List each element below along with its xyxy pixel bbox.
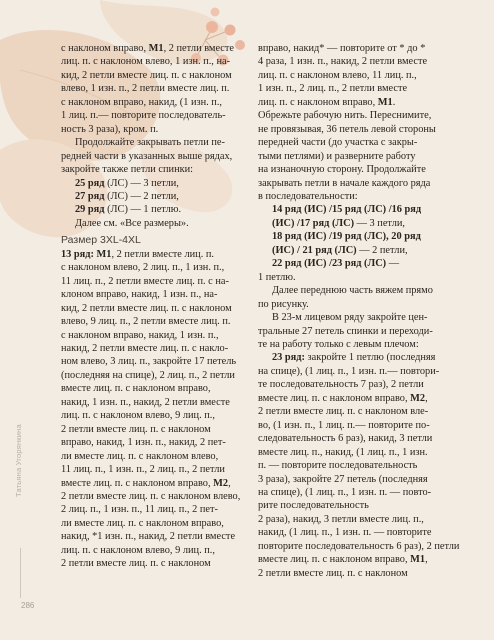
text-line: с наклоном вправо, накид, (1 изн. п., bbox=[61, 96, 223, 108]
text-line: 22 ряд (ИС) /23 ряд (ЛС) — bbox=[272, 258, 400, 270]
text-line: лиц. п. с наклоном вправо, М1. bbox=[258, 96, 396, 108]
text-line: с наклоном вправо, М1, 2 петли вместе bbox=[61, 43, 234, 54]
text-line: 2 лиц. п., 1 изн. п., 11 лиц. п., 2 пет- bbox=[61, 504, 218, 516]
text-line: влево, 9 лиц. п., 2 петли вместе лиц. п. bbox=[61, 316, 231, 328]
text-line: В 23-м лицевом ряду закройте цен- bbox=[272, 312, 428, 324]
text-line: 1 петлю. bbox=[258, 271, 296, 283]
text-line: следовательность 6 раз), накид, 3 петли bbox=[258, 433, 433, 445]
text-line: 4 раза, 1 изн. п., накид, 2 петли вместе bbox=[258, 56, 428, 68]
text-line: вместе лиц. п. с наклоном вправо, М2, bbox=[258, 392, 428, 404]
text-line: вместе лиц. п., накид, (1 лиц. п., 1 изн. bbox=[258, 446, 428, 458]
text-column-left bbox=[61, 42, 243, 571]
text-line: во, (1 изн. п., 1 лиц. п.— повторите по- bbox=[258, 419, 430, 431]
text-line: лиц. п. с наклоном влево, 9 лиц. п., bbox=[61, 410, 215, 422]
text-line: 29 ряд (ЛС) — 1 петлю. bbox=[75, 204, 182, 216]
text-line: закрывать петли в начале каждого ряда bbox=[258, 177, 431, 189]
text-line: те последовательность 7 раз), 2 петли bbox=[258, 379, 424, 391]
text-line: 2 петли вместе лиц. п. с наклоном вле- bbox=[258, 406, 429, 418]
text-line: накид, 2 петли вместе лиц. п. с накло- bbox=[61, 342, 229, 354]
text-line: лиц. п. с наклоном влево, 1 изн. п., на- bbox=[61, 56, 231, 68]
text-line: кид, 2 петли вместе лиц. п. с наклоном bbox=[61, 69, 232, 81]
text-line: 18 ряд (ИС) /19 ряд (ЛС), 20 ряд bbox=[272, 231, 421, 243]
text-line: вправо, накид, 1 изн. п., накид, 2 пет- bbox=[61, 437, 226, 449]
text-line: вместе лиц. п. с наклоном вправо, М1, bbox=[258, 554, 428, 566]
text-line: 11 лиц. п., 2 петли вместе лиц. п. с на- bbox=[61, 275, 229, 287]
text-line: с наклоном влево, 2 лиц. п., 1 изн. п., bbox=[61, 262, 225, 274]
text-line: не провязывая, 36 петель левой стороны bbox=[258, 123, 436, 135]
text-line: 2 петли вместе лиц. п. с наклоном bbox=[61, 423, 211, 435]
text-line: 14 ряд (ИС) /15 ряд (ЛС) /16 ряд bbox=[272, 204, 422, 216]
text-line: закройте также петли спинки: bbox=[61, 164, 194, 176]
text-line: 2 петли вместе лиц. п. с наклоном влево, bbox=[61, 490, 241, 502]
text-line: вместе лиц. п. с наклоном вправо, М2, bbox=[61, 477, 231, 489]
text-line: 1 изн. п., 2 лиц. п., 2 петли вместе bbox=[258, 83, 408, 95]
text-line: 13 ряд: М1, 2 петли вместе лиц. п. bbox=[61, 248, 215, 260]
text-line: в последовательности: bbox=[258, 190, 358, 202]
text-line: кид, 2 петли вместе лиц. п. с наклоном bbox=[61, 302, 232, 314]
text-line: на спице), (1 лиц. п., 1 изн. п.— повтори- bbox=[258, 365, 440, 377]
text-line: по рисунку. bbox=[258, 298, 309, 310]
text-line: накид, *1 изн. п., накид, 2 петли вместе bbox=[61, 531, 236, 543]
text-line: рите последовательность bbox=[258, 500, 369, 512]
author-label: Татьяна Угорянкина bbox=[14, 424, 23, 497]
text-line: на изнаночную сторону. Продолжайте bbox=[258, 164, 426, 176]
text-line: 27 ряд (ЛС) — 2 петли, bbox=[75, 190, 179, 202]
text-line: (последняя на спице), 2 лиц. п., 2 петли bbox=[61, 369, 235, 381]
text-line: с наклоном вправо, накид, 1 изн. п., bbox=[61, 329, 219, 341]
text-line: 2 раза), накид, 3 петли вместе лиц. п., bbox=[258, 513, 424, 525]
text-line: 25 ряд (ЛС) — 3 петли, bbox=[75, 177, 179, 189]
text-line: (ИС) /17 ряд (ЛС) — 3 петли, bbox=[272, 217, 405, 229]
text-line: ном влево, 3 лиц. п., закройте 17 петель bbox=[61, 356, 237, 368]
text-line: 23 ряд: закройте 1 петлю (последняя bbox=[272, 352, 436, 364]
text-line: накид, 1 изн. п., накид, 2 петли вместе bbox=[61, 396, 230, 408]
text-line: вместе лиц. п. с наклоном вправо, bbox=[61, 383, 211, 395]
text-line: (ИС) / 21 ряд (ЛС) — 2 петли, bbox=[272, 244, 408, 256]
text-line: 2 петли вместе лиц. п. с наклоном bbox=[61, 558, 211, 570]
text-line: вправо, накид* — повторите от * до * bbox=[258, 43, 426, 54]
text-line: тыми петлями) и разверните работу bbox=[258, 150, 416, 162]
section-heading: Размер 3XL-4XL bbox=[61, 234, 141, 247]
text-line: ли вместе лиц. п. с наклоном влево, bbox=[61, 450, 219, 462]
text-line: 1 лиц. п.— повторите последователь- bbox=[61, 110, 226, 122]
text-line: повторите последовательность 6 раз), 2 петли bbox=[258, 540, 460, 552]
text-line: клоном вправо, накид, 1 изн. п., на- bbox=[61, 289, 218, 301]
text-line: 3 раза), закройте 27 петель (последняя bbox=[258, 473, 428, 485]
text-line: тральные 27 петель спинки и переходи- bbox=[258, 325, 433, 337]
text-line: Далее переднюю часть вяжем прямо bbox=[272, 285, 433, 297]
text-line: на спице), (1 лиц. п., 1 изн. п. — повто- bbox=[258, 486, 432, 498]
text-line: ность 3 раза), кром. п. bbox=[61, 123, 159, 135]
side-divider bbox=[20, 548, 21, 598]
text-line: Обрежьте рабочую нить. Переснимите, bbox=[258, 110, 432, 122]
text-line: 11 лиц. п., 1 изн. п., 2 лиц. п., 2 петли bbox=[61, 464, 225, 476]
text-line: редней части в указанных выше рядах, bbox=[61, 150, 233, 162]
text-line: ли вместе лиц. п. с наклоном вправо, bbox=[61, 517, 224, 529]
text-column-right bbox=[258, 42, 460, 580]
text-line: лиц. п. с наклоном влево, 9 лиц. п., bbox=[61, 544, 215, 556]
text-line: те на работу только с левым плечом: bbox=[258, 338, 419, 350]
page-number: 286 bbox=[21, 601, 35, 610]
text-line: п. — повторите последовательность bbox=[258, 460, 418, 472]
text-line: лиц. п. с наклоном влево, 11 лиц. п., bbox=[258, 69, 417, 81]
text-line: влево, 1 изн. п., 2 петли вместе лиц. п. bbox=[61, 83, 230, 95]
text-line: 2 петли вместе лиц. п. с наклоном bbox=[258, 567, 408, 579]
text-line: Далее см. «Все размеры». bbox=[75, 217, 189, 229]
text-line: Продолжайте закрывать петли пе- bbox=[75, 137, 225, 149]
text-line: накид, (1 лиц. п., 1 изн. п. — повторите bbox=[258, 527, 432, 539]
text-line: передней части (до участка с закры- bbox=[258, 137, 418, 149]
